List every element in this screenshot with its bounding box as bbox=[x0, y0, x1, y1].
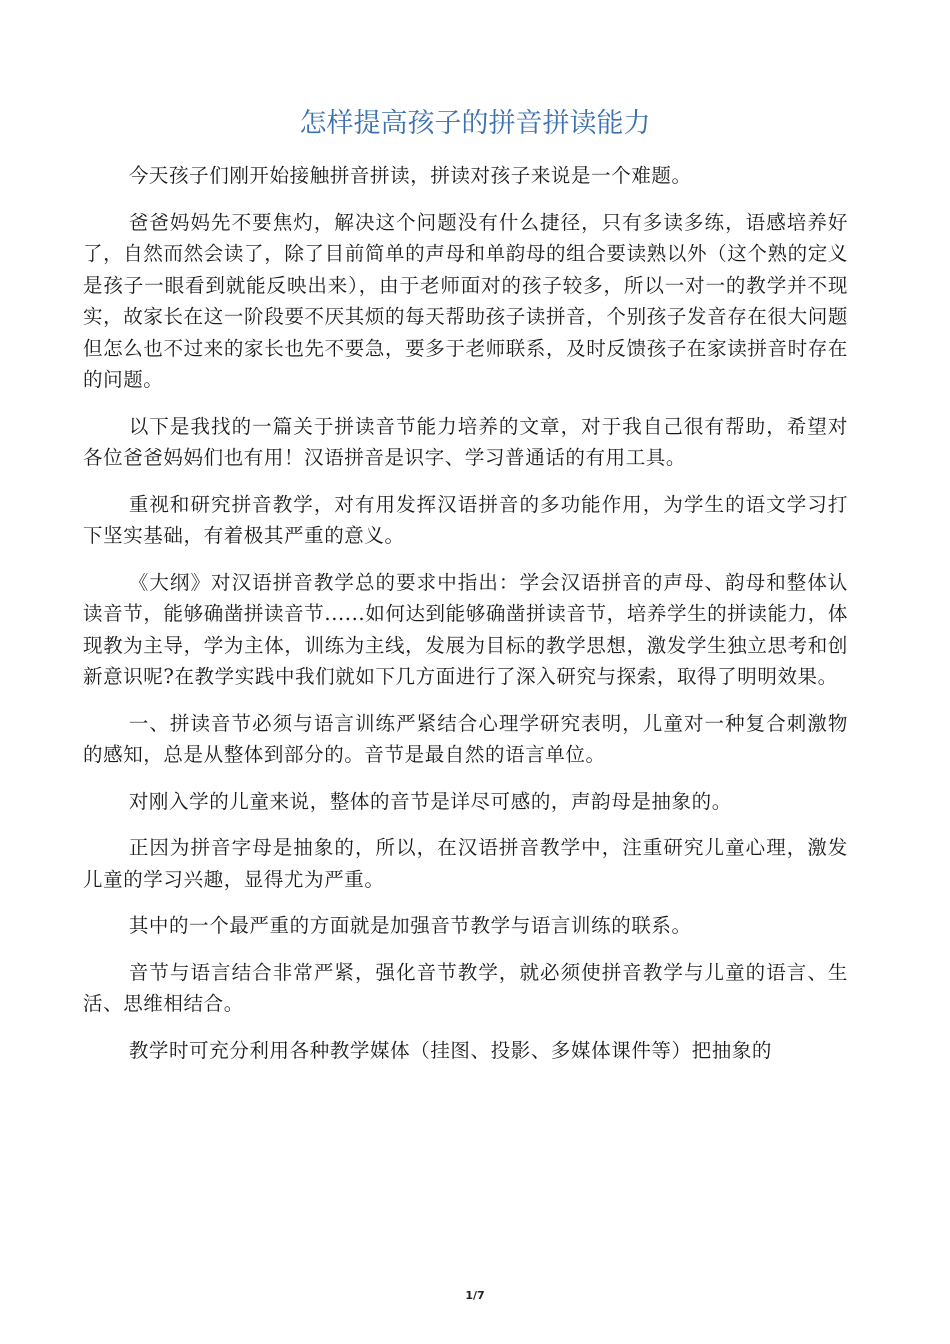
paragraph: 爸爸妈妈先不要焦灼，解决这个问题没有什么捷径，只有多读多练，语感培养好了，自然而然会读了，除了目前简单的声母和单韵母的组合要读熟以外（这个熟的定义是孩子一眼看到就能反映出来），由于老师面对的孩子较多，所以一对一的教学并不现实，故家长在这一阶段要不厌其烦的每天帮助孩子读拼音，个别孩子发音存在很大问题但怎么也不过来的家长也先不要急，要多于老师联系，及时反馈孩子在家读拼音时存在的问题。 bbox=[83, 210, 848, 391]
paragraph: 以下是我找的一篇关于拼读音节能力培养的文章，对于我自己很有帮助，希望对各位爸爸妈妈们也有用！汉语拼音是识字、学习普通话的有用工具。 bbox=[83, 414, 848, 469]
paragraph: 教学时可充分利用各种教学媒体（挂图、投影、多媒体课件等）把抽象的 bbox=[128, 1038, 773, 1062]
paragraph: 音节与语言结合非常严紧，强化音节教学，就必须使拼音教学与儿童的语言、生活、思维相结合。 bbox=[83, 960, 848, 1015]
paragraph: 今天孩子们刚开始接触拼音拼读，拼读对孩子来说是一个难题。 bbox=[128, 164, 692, 187]
document-title: 怎样提高孩子的拼音拼读能力 bbox=[299, 108, 651, 139]
paragraph: 《大纲》对汉语拼音教学总的要求中指出：学会汉语拼音的声母、韵母和整体认读音节，能够确凿拼读音节......如何达到能够确凿拼读音节，培养学生的拼读能力，体现教为主导，学为主体，训练为主线，发展为目标的教学思想，激发学生独立思考和创新意识呢?在教学实践中我们就如下几方面进行了深入研究与探索，取得了明明效果。 bbox=[83, 570, 848, 688]
paragraph: 其中的一个最严重的方面就是加强音节教学与语言训练的联系。 bbox=[128, 914, 692, 937]
document-body bbox=[83, 160, 848, 1081]
page-number: 1/7 bbox=[465, 1289, 485, 1302]
paragraph: 正因为拼音字母是抽象的，所以，在汉语拼音教学中，注重研究儿童心理，激发儿童的学习兴趣，显得尤为严重。 bbox=[83, 836, 848, 891]
paragraph: 重视和研究拼音教学，对有用发挥汉语拼音的多功能作用，为学生的语文学习打下坚实基础，有着极其严重的意义。 bbox=[83, 492, 848, 547]
paragraph: 一、拼读音节必须与语言训练严紧结合心理学研究表明，儿童对一种复合刺激物的感知，总是从整体到部分的。音节是最自然的语言单位。 bbox=[83, 711, 848, 766]
paragraph: 对刚入学的儿童来说，整体的音节是详尽可感的，声韵母是抽象的。 bbox=[128, 789, 732, 813]
